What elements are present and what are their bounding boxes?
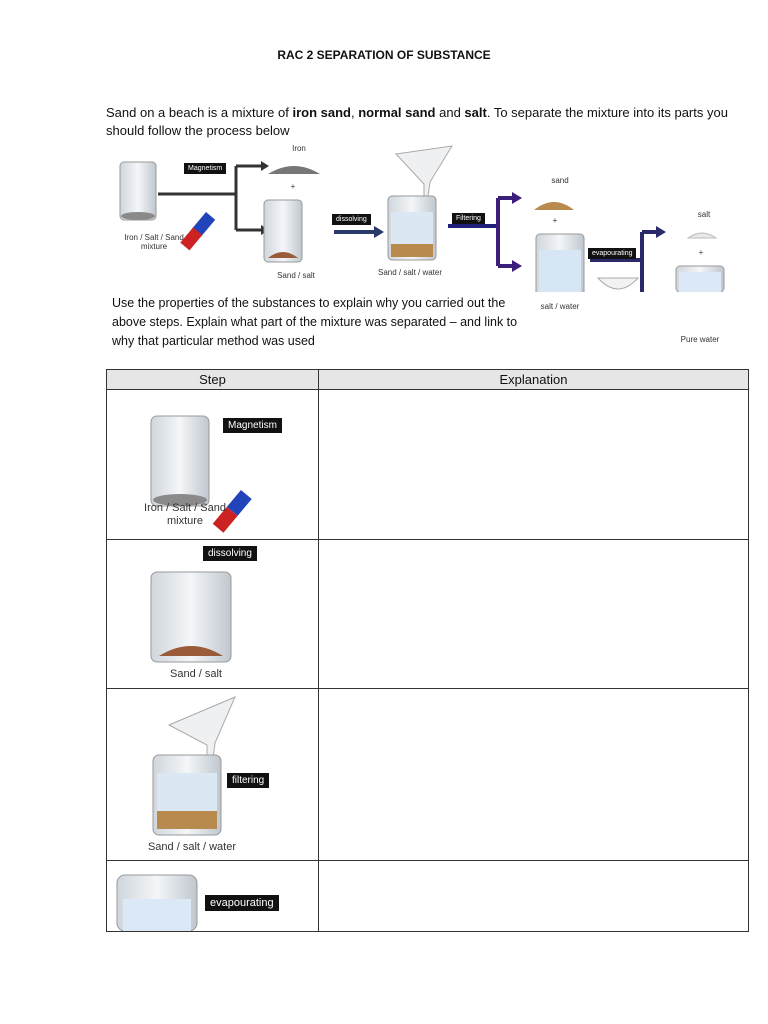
sand-salt-label: Sand / salt — [277, 271, 315, 280]
step-cell-dissolving — [107, 540, 319, 689]
header-explanation: Explanation — [319, 370, 749, 390]
iron-pile-icon — [268, 166, 320, 174]
filtering-tag: Filtering — [452, 213, 485, 224]
evaporating-tag: evapourating — [205, 895, 279, 911]
beaker-mixture-icon — [120, 162, 156, 220]
salt-pile-icon — [688, 233, 716, 238]
filtering-tag: filtering — [227, 773, 269, 788]
funnel-icon — [396, 146, 452, 196]
beaker-sand-salt-icon — [264, 200, 302, 262]
evaporating-tag: evapourating — [588, 248, 636, 259]
pure-water-label: Pure water — [680, 335, 720, 344]
step-cell-evaporating — [107, 861, 319, 932]
beaker-pure-water-icon — [676, 266, 724, 292]
sand-label: sand — [551, 176, 569, 185]
step-caption: Iron / Salt / Sand mixture — [144, 502, 226, 527]
question-text: Use the properties of the substances to explain why you carried out the above steps. Explain what part of the mixture was separated – and link to why that particular method was used — [112, 296, 518, 348]
beaker-sand-salt-water-icon — [388, 196, 436, 260]
step-cell-magnetism — [107, 390, 319, 540]
beaker-water-icon — [117, 875, 197, 931]
steps-table — [106, 369, 749, 932]
intro-paragraph: Sand on a beach is a mixture of iron sand, normal sand and salt. To separate the mixture into its parts you should follow the process below — [106, 105, 728, 138]
evaporating-dish-icon — [598, 278, 638, 289]
plus-3: + — [698, 248, 704, 257]
header-step: Step — [107, 370, 319, 390]
table-header-row — [107, 370, 749, 390]
dissolving-tag: dissolving — [332, 214, 371, 225]
step-filtering-graphic — [107, 689, 319, 860]
page-title: RAC 2 SEPARATION OF SUBSTANCE — [277, 48, 491, 62]
explanation-cell[interactable] — [319, 689, 749, 861]
table-row — [107, 390, 749, 540]
table-row — [107, 861, 749, 932]
table-row — [107, 689, 749, 861]
explanation-cell[interactable] — [319, 390, 749, 540]
branch-arrow-2 — [498, 198, 514, 266]
plus-1: + — [290, 182, 296, 191]
step-caption: Sand / salt — [170, 668, 222, 680]
table-row — [107, 540, 749, 689]
magnetism-tag: Magnetism — [184, 163, 226, 174]
step-dissolving-graphic — [107, 540, 319, 688]
salt-label: salt — [697, 210, 711, 219]
beaker-sand-salt-icon — [151, 572, 231, 662]
funnel-icon — [169, 697, 235, 759]
sand-pile-icon — [534, 202, 574, 210]
explanation-cell[interactable] — [319, 540, 749, 689]
iron-label: Iron — [292, 144, 306, 153]
explanation-cell[interactable] — [319, 861, 749, 932]
step-caption: Sand / salt / water — [147, 841, 237, 853]
beaker-salt-water-icon — [536, 234, 584, 292]
sand-salt-water-label: Sand / salt / water — [377, 268, 443, 277]
step-cell-filtering — [107, 689, 319, 861]
magnetism-tag: Magnetism — [223, 418, 282, 433]
mixture-label: Iron / Salt / Sand mixture — [124, 233, 184, 251]
salt-water-label: salt / water — [540, 302, 580, 311]
beaker-mixture-icon — [151, 416, 209, 506]
dissolving-tag: dissolving — [203, 546, 257, 561]
plus-2: + — [552, 216, 558, 225]
beaker-sand-salt-water-icon — [153, 755, 221, 835]
